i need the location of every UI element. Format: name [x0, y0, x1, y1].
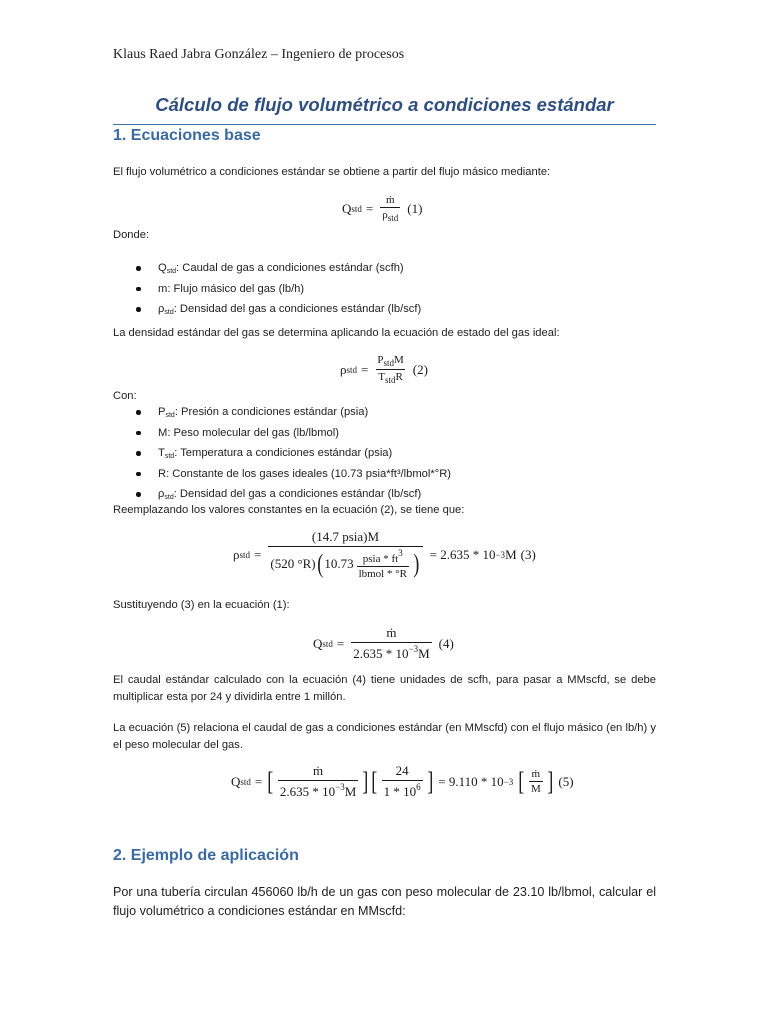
definitions-list-1 — [113, 260, 633, 322]
list-item: $P_{std}$: Presión a condiciones estándar (psia) — [113, 404, 633, 425]
document-title: Cálculo de flujo volumétrico a condiciones estándar — [155, 94, 614, 115]
equation-3: ρ std = (14.7 psia)M (520 °R) ( 10.73 $\frac{psia * ft^3}{\text{lbmol * °R}}$ ) = 2.635 * 10 −3 M (3) — [233, 529, 536, 580]
list-item: $\rho_{std}$: Densidad del gas a condiciones estándar (lb/scf) — [113, 486, 633, 507]
list-item: $T_{std}$: Temperatura a condiciones estándar (psia) — [113, 445, 633, 466]
author-header: Klaus Raed Jabra González – Ingeniero de procesos — [113, 47, 405, 62]
replace-paragraph: Reemplazando los valores constantes en la ecuación (2), se tiene que: — [113, 504, 465, 516]
scfh-paragraph: El caudal estándar calculado con la ecuación (4) tiene unidades de scfh, para pasar a MMscfd, se debe multiplicar esta por 24 y dividirla entre 1 millón. — [113, 674, 656, 703]
con-label: Con: — [113, 390, 137, 402]
equation-5: Q std = [ $\frac{\text{ṁ}}{2.635 * 10^{-3}M}$ ] [ $\frac{24}{1 * 10^6}$ ] = 9.110 * 10 −3 [ $\frac{\text{ṁ}}{M}$ ] (5) — [231, 763, 574, 799]
example-paragraph: Por una tubería circulan 456060 lb/h de un gas con peso molecular de 23.10 lb/lbmol, calcular el flujo volumétrico a condiciones estándar en MMscfd: — [113, 885, 656, 918]
intro-paragraph: El flujo volumétrico a condiciones estándar se obtiene a partir del flujo másico mediante: — [113, 166, 551, 178]
list-item: M: Peso molecular del gas (lb/lbmol) — [113, 425, 633, 446]
list-item: $Q_{std}$: Caudal de gas a condiciones estándar (scfh) — [113, 260, 633, 281]
section1-heading: 1. Ecuaciones base — [113, 127, 261, 144]
title-rule — [113, 124, 656, 125]
equation-2: ρ std = $\frac{P_{std}M}{T_{std}R}$ (2) — [340, 354, 428, 385]
list-item: R: Constante de los gases ideales (10.73 psia*ft³/lbmol*°R) — [113, 466, 633, 487]
equation-4: Q std = $\frac{\text{ṁ}}{2.635 * 10^{-3}M}$ (4) — [313, 625, 454, 661]
list-item: m: Flujo másico del gas (lb/h) — [113, 281, 633, 302]
section2-heading: 2. Ejemplo de aplicación — [113, 847, 299, 864]
definitions-list-2 — [113, 404, 633, 507]
equation-1: Q std = $\frac{\text{ṁ}}{\rho_{std}}$ (1) — [342, 194, 423, 223]
list-item: $\rho_{std}$: Densidad del gas a condiciones estándar (lb/scf) — [113, 301, 633, 322]
subst-paragraph: Sustituyendo (3) en la ecuación (1): — [113, 599, 290, 611]
eq5-paragraph: La ecuación (5) relaciona el caudal de gas a condiciones estándar (en MMscfd) con el flujo másico (en lb/h) y el peso molecular del gas. — [113, 722, 656, 751]
density-paragraph: La densidad estándar del gas se determina aplicando la ecuación de estado del gas ideal: — [113, 327, 560, 339]
donde-label: Donde: — [113, 229, 150, 241]
